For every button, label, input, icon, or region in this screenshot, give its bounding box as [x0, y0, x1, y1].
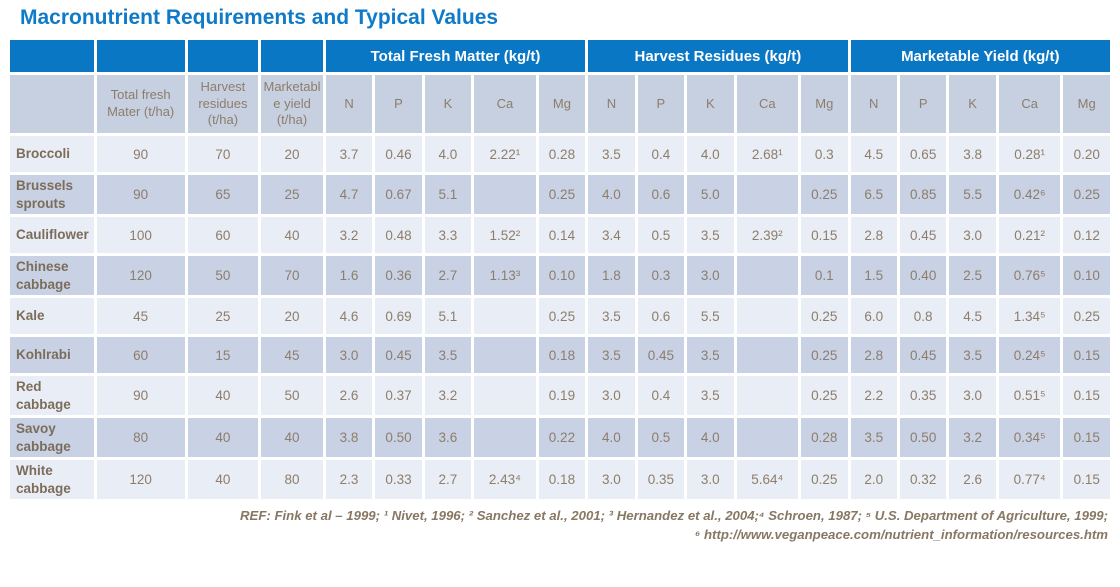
cell-hr-P: 0.35 — [636, 459, 685, 501]
cell-my-P: 0.32 — [898, 459, 947, 501]
cell-tfm-K: 5.1 — [423, 297, 472, 336]
base-header-1: Harvest residues (t/ha) — [186, 74, 260, 135]
nutrient-header-tfm-P: P — [374, 74, 423, 135]
group-header-hr: Harvest Residues (kg/t) — [587, 39, 849, 74]
cell-tfm-K: 2.7 — [423, 459, 472, 501]
cell-my-Ca: 1.34⁵ — [997, 297, 1062, 336]
cell-hr-N: 3.0 — [587, 459, 636, 501]
cell-tfm-K: 3.3 — [423, 216, 472, 255]
table-row — [9, 375, 1112, 417]
cell-hr-N: 3.5 — [587, 297, 636, 336]
table-row — [9, 297, 1112, 336]
group-header-spacer — [186, 39, 260, 74]
group-header-spacer — [95, 39, 186, 74]
cell-hr-P: 0.6 — [636, 174, 685, 216]
cell-hr-N: 3.4 — [587, 216, 636, 255]
crop-name: Cauliflower — [9, 216, 96, 255]
cell-my-Mg: 0.20 — [1062, 135, 1112, 174]
group-header-spacer — [260, 39, 325, 74]
nutrient-header-tfm-N: N — [324, 74, 373, 135]
cell-hr-P: 0.5 — [636, 417, 685, 459]
cell-hr-Mg: 0.25 — [800, 375, 849, 417]
cell-tfm-P: 0.45 — [374, 336, 423, 375]
cell-hr-N: 3.5 — [587, 135, 636, 174]
cell-my-Ca: 0.51⁵ — [997, 375, 1062, 417]
cell-tfm-Mg: 0.10 — [537, 255, 586, 297]
cell-tfm-Mg: 0.25 — [537, 174, 586, 216]
cell-my-N: 2.2 — [849, 375, 898, 417]
cell-hr-K: 3.5 — [686, 336, 735, 375]
crop-name: Kale — [9, 297, 96, 336]
cell-base-0: 90 — [95, 135, 186, 174]
cell-hr-K: 3.5 — [686, 375, 735, 417]
cell-hr-Ca — [735, 336, 800, 375]
cell-hr-Ca: 5.64⁴ — [735, 459, 800, 501]
cell-my-Mg: 0.25 — [1062, 174, 1112, 216]
cell-my-Ca: 0.42⁶ — [997, 174, 1062, 216]
cell-tfm-N: 3.2 — [324, 216, 373, 255]
cell-my-N: 1.5 — [849, 255, 898, 297]
table-head — [9, 39, 1112, 135]
group-header-my: Marketable Yield (kg/t) — [849, 39, 1111, 74]
cell-base-1: 25 — [186, 297, 260, 336]
cell-tfm-N: 3.0 — [324, 336, 373, 375]
cell-my-P: 0.85 — [898, 174, 947, 216]
cell-hr-K: 3.0 — [686, 255, 735, 297]
table-row — [9, 135, 1112, 174]
nutrient-header-tfm-Mg: Mg — [537, 74, 586, 135]
cell-my-K: 2.6 — [948, 459, 997, 501]
cell-hr-K: 3.0 — [686, 459, 735, 501]
cell-tfm-Mg: 0.18 — [537, 459, 586, 501]
cell-hr-P: 0.4 — [636, 375, 685, 417]
cell-tfm-Ca — [473, 174, 538, 216]
cell-my-K: 3.2 — [948, 417, 997, 459]
cell-hr-N: 3.5 — [587, 336, 636, 375]
nutrient-header-my-P: P — [898, 74, 947, 135]
cell-base-0: 120 — [95, 459, 186, 501]
cell-hr-Mg: 0.25 — [800, 174, 849, 216]
nutrient-header-hr-P: P — [636, 74, 685, 135]
cell-base-2: 20 — [260, 297, 325, 336]
cell-my-P: 0.50 — [898, 417, 947, 459]
nutrient-header-tfm-Ca: Ca — [473, 74, 538, 135]
cell-my-P: 0.45 — [898, 216, 947, 255]
crop-header-spacer — [9, 74, 96, 135]
cell-hr-Mg: 0.3 — [800, 135, 849, 174]
cell-base-2: 40 — [260, 417, 325, 459]
cell-my-K: 5.5 — [948, 174, 997, 216]
nutrient-header-my-Mg: Mg — [1062, 74, 1112, 135]
cell-my-Mg: 0.15 — [1062, 417, 1112, 459]
cell-tfm-Ca — [473, 417, 538, 459]
cell-tfm-P: 0.67 — [374, 174, 423, 216]
cell-my-N: 2.8 — [849, 336, 898, 375]
cell-my-N: 2.8 — [849, 216, 898, 255]
cell-base-2: 20 — [260, 135, 325, 174]
crop-name: Broccoli — [9, 135, 96, 174]
cell-hr-P: 0.5 — [636, 216, 685, 255]
cell-tfm-N: 3.8 — [324, 417, 373, 459]
cell-hr-K: 5.0 — [686, 174, 735, 216]
cell-base-0: 80 — [95, 417, 186, 459]
reference-line-1: REF: Fink et al – 1999; ¹ Nivet, 1996; ² Sanchez et al., 2001; ³ Hernandez et al., 2004;⁴ Schroen, 1987; ⁵ U.S. Department of Agriculture, 1999; — [240, 508, 1108, 524]
cell-tfm-Ca: 2.22¹ — [473, 135, 538, 174]
cell-tfm-Ca: 2.43⁴ — [473, 459, 538, 501]
cell-base-1: 40 — [186, 459, 260, 501]
cell-my-P: 0.35 — [898, 375, 947, 417]
cell-base-0: 120 — [95, 255, 186, 297]
cell-my-Ca: 0.76⁵ — [997, 255, 1062, 297]
nutrient-header-tfm-K: K — [423, 74, 472, 135]
cell-hr-Mg: 0.28 — [800, 417, 849, 459]
cell-hr-P: 0.6 — [636, 297, 685, 336]
cell-my-P: 0.40 — [898, 255, 947, 297]
cell-tfm-Mg: 0.22 — [537, 417, 586, 459]
cell-hr-K: 3.5 — [686, 216, 735, 255]
cell-hr-Mg: 0.25 — [800, 459, 849, 501]
cell-hr-K: 4.0 — [686, 417, 735, 459]
cell-base-0: 60 — [95, 336, 186, 375]
cell-base-0: 90 — [95, 174, 186, 216]
group-header-row — [9, 39, 1112, 74]
base-header-2: Marketable yield (t/ha) — [260, 74, 325, 135]
table-row — [9, 174, 1112, 216]
cell-base-2: 70 — [260, 255, 325, 297]
cell-base-1: 50 — [186, 255, 260, 297]
cell-tfm-K: 3.6 — [423, 417, 472, 459]
cell-hr-Mg: 0.15 — [800, 216, 849, 255]
cell-my-Ca: 0.21² — [997, 216, 1062, 255]
cell-hr-Ca: 2.68¹ — [735, 135, 800, 174]
cell-hr-Mg: 0.1 — [800, 255, 849, 297]
group-header-tfm: Total Fresh Matter (kg/t) — [324, 39, 586, 74]
cell-base-1: 70 — [186, 135, 260, 174]
cell-base-0: 100 — [95, 216, 186, 255]
cell-my-Mg: 0.15 — [1062, 375, 1112, 417]
cell-tfm-Mg: 0.18 — [537, 336, 586, 375]
cell-hr-Mg: 0.25 — [800, 297, 849, 336]
cell-tfm-Mg: 0.14 — [537, 216, 586, 255]
cell-tfm-N: 4.6 — [324, 297, 373, 336]
macronutrient-table — [7, 37, 1113, 502]
cell-tfm-Ca: 1.52² — [473, 216, 538, 255]
cell-tfm-Mg: 0.19 — [537, 375, 586, 417]
cell-tfm-P: 0.33 — [374, 459, 423, 501]
crop-name: White cabbage — [9, 459, 96, 501]
nutrient-header-my-N: N — [849, 74, 898, 135]
table-row — [9, 459, 1112, 501]
cell-my-Mg: 0.10 — [1062, 255, 1112, 297]
page-title: Macronutrient Requirements and Typical Values — [20, 6, 499, 29]
cell-base-1: 65 — [186, 174, 260, 216]
cell-base-0: 90 — [95, 375, 186, 417]
cell-tfm-Ca — [473, 297, 538, 336]
cell-my-K: 4.5 — [948, 297, 997, 336]
cell-tfm-Mg: 0.25 — [537, 297, 586, 336]
cell-my-P: 0.65 — [898, 135, 947, 174]
cell-my-Ca: 0.24⁵ — [997, 336, 1062, 375]
base-header-0: Total fresh Mater (t/ha) — [95, 74, 186, 135]
cell-hr-P: 0.45 — [636, 336, 685, 375]
crop-name: Brussels sprouts — [9, 174, 96, 216]
nutrient-header-hr-Mg: Mg — [800, 74, 849, 135]
cell-hr-Ca: 2.39² — [735, 216, 800, 255]
references — [0, 506, 1108, 544]
cell-my-N: 3.5 — [849, 417, 898, 459]
cell-tfm-N: 1.6 — [324, 255, 373, 297]
nutrient-header-my-K: K — [948, 74, 997, 135]
cell-my-Mg: 0.15 — [1062, 459, 1112, 501]
cell-tfm-P: 0.37 — [374, 375, 423, 417]
cell-tfm-Ca — [473, 375, 538, 417]
cell-base-1: 40 — [186, 375, 260, 417]
cell-tfm-K: 3.5 — [423, 336, 472, 375]
nutrient-header-hr-N: N — [587, 74, 636, 135]
reference-line-2: ⁶ http://www.veganpeace.com/nutrient_information/resources.htm — [694, 527, 1108, 543]
cell-hr-P: 0.3 — [636, 255, 685, 297]
crop-name: Chinese cabbage — [9, 255, 96, 297]
cell-hr-N: 4.0 — [587, 417, 636, 459]
cell-hr-N: 4.0 — [587, 174, 636, 216]
cell-hr-Ca — [735, 375, 800, 417]
cell-base-1: 40 — [186, 417, 260, 459]
group-header-spacer — [9, 39, 96, 74]
cell-my-N: 6.0 — [849, 297, 898, 336]
crop-name: Red cabbage — [9, 375, 96, 417]
cell-tfm-Ca: 1.13³ — [473, 255, 538, 297]
cell-my-Mg: 0.15 — [1062, 336, 1112, 375]
cell-tfm-N: 4.7 — [324, 174, 373, 216]
cell-base-2: 50 — [260, 375, 325, 417]
cell-tfm-P: 0.36 — [374, 255, 423, 297]
cell-my-N: 2.0 — [849, 459, 898, 501]
cell-tfm-P: 0.50 — [374, 417, 423, 459]
cell-my-P: 0.45 — [898, 336, 947, 375]
table-row — [9, 216, 1112, 255]
table-row — [9, 255, 1112, 297]
cell-tfm-P: 0.48 — [374, 216, 423, 255]
cell-my-P: 0.8 — [898, 297, 947, 336]
table-row — [9, 417, 1112, 459]
column-header-row — [9, 74, 1112, 135]
nutrient-header-my-Ca: Ca — [997, 74, 1062, 135]
cell-hr-N: 1.8 — [587, 255, 636, 297]
cell-tfm-P: 0.46 — [374, 135, 423, 174]
cell-my-K: 2.5 — [948, 255, 997, 297]
cell-hr-Mg: 0.25 — [800, 336, 849, 375]
crop-name: Savoy cabbage — [9, 417, 96, 459]
cell-base-2: 40 — [260, 216, 325, 255]
table-body — [9, 135, 1112, 501]
cell-my-Mg: 0.12 — [1062, 216, 1112, 255]
nutrient-header-hr-K: K — [686, 74, 735, 135]
cell-tfm-P: 0.69 — [374, 297, 423, 336]
cell-my-K: 3.5 — [948, 336, 997, 375]
crop-name: Kohlrabi — [9, 336, 96, 375]
cell-my-Ca: 0.28¹ — [997, 135, 1062, 174]
cell-my-Ca: 0.34⁵ — [997, 417, 1062, 459]
cell-base-2: 45 — [260, 336, 325, 375]
cell-base-1: 60 — [186, 216, 260, 255]
nutrient-header-hr-Ca: Ca — [735, 74, 800, 135]
cell-base-2: 80 — [260, 459, 325, 501]
cell-tfm-Mg: 0.28 — [537, 135, 586, 174]
cell-hr-K: 4.0 — [686, 135, 735, 174]
cell-hr-Ca — [735, 417, 800, 459]
cell-base-1: 15 — [186, 336, 260, 375]
cell-tfm-K: 2.7 — [423, 255, 472, 297]
cell-hr-Ca — [735, 297, 800, 336]
cell-hr-Ca — [735, 255, 800, 297]
cell-tfm-K: 5.1 — [423, 174, 472, 216]
cell-my-K: 3.0 — [948, 375, 997, 417]
cell-my-Ca: 0.77⁴ — [997, 459, 1062, 501]
cell-hr-K: 5.5 — [686, 297, 735, 336]
cell-hr-Ca — [735, 174, 800, 216]
cell-tfm-Ca — [473, 336, 538, 375]
table-row — [9, 336, 1112, 375]
cell-my-K: 3.0 — [948, 216, 997, 255]
cell-my-N: 6.5 — [849, 174, 898, 216]
cell-base-2: 25 — [260, 174, 325, 216]
cell-tfm-K: 4.0 — [423, 135, 472, 174]
cell-my-Mg: 0.25 — [1062, 297, 1112, 336]
cell-my-K: 3.8 — [948, 135, 997, 174]
cell-base-0: 45 — [95, 297, 186, 336]
cell-tfm-N: 2.6 — [324, 375, 373, 417]
cell-hr-P: 0.4 — [636, 135, 685, 174]
cell-my-N: 4.5 — [849, 135, 898, 174]
cell-tfm-N: 2.3 — [324, 459, 373, 501]
cell-tfm-N: 3.7 — [324, 135, 373, 174]
cell-tfm-K: 3.2 — [423, 375, 472, 417]
cell-hr-N: 3.0 — [587, 375, 636, 417]
